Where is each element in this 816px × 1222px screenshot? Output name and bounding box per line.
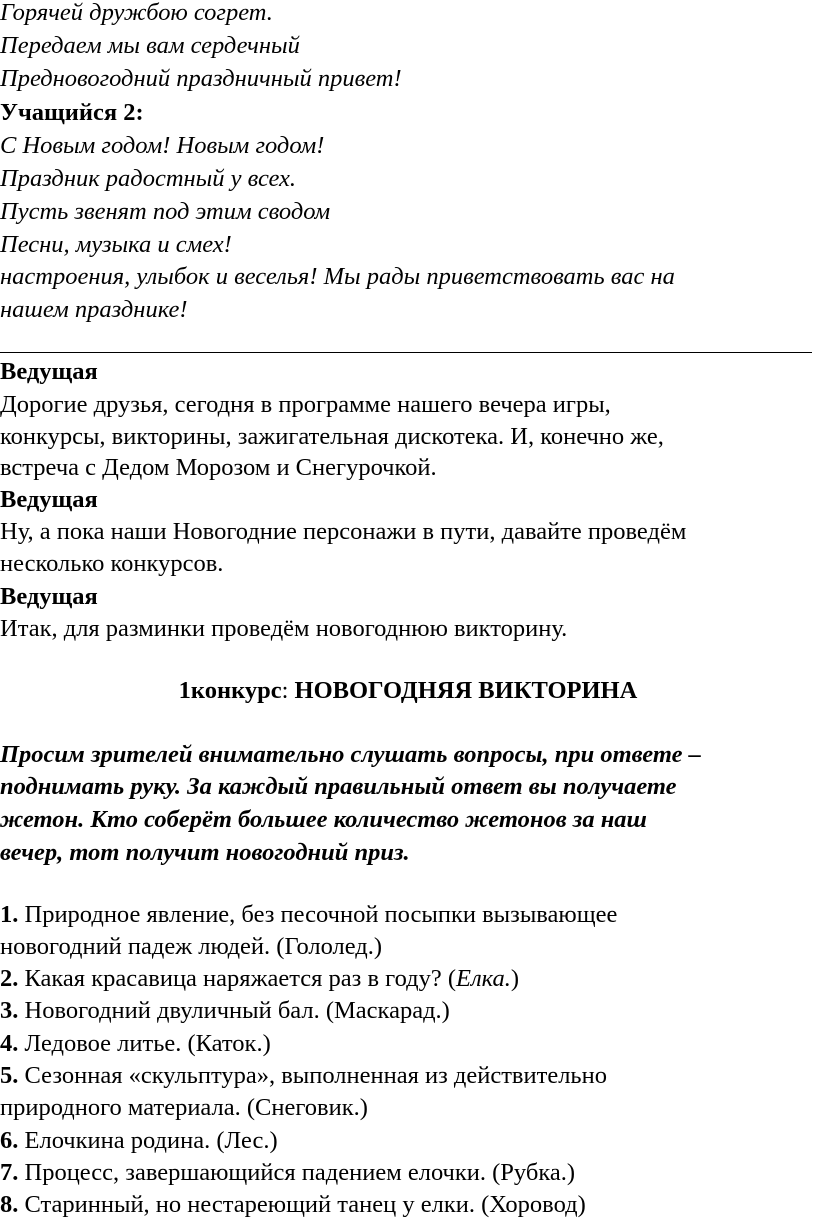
question-number: 4.	[0, 1030, 19, 1057]
question-number: 8.	[0, 1191, 19, 1218]
question-close: )	[510, 965, 520, 992]
instruction-line: вечер, тот получит новогодний приз.	[0, 839, 410, 866]
poem-line: Передаем мы вам сердечный	[0, 32, 300, 59]
host-line: несколько конкурсов.	[0, 550, 224, 577]
question-answer: Елка.	[456, 965, 511, 992]
question-text: Новогодний двуличный бал. (Маскарад.)	[18, 997, 450, 1024]
speaker-label: Ведущая	[0, 583, 98, 610]
question-item	[0, 1060, 607, 1093]
question-number: 7.	[0, 1159, 19, 1186]
question-item	[0, 1125, 278, 1158]
contest-title: НОВОГОДНЯЯ ВИКТОРИНА	[294, 677, 638, 704]
question-item	[0, 1189, 586, 1222]
host-line: Ну, а пока наши Новогодние персонажи в пути, давайте проведём	[0, 518, 687, 545]
question-item	[0, 1157, 575, 1190]
instruction-line: Просим зрителей внимательно слушать вопросы, при ответе –	[0, 741, 701, 768]
question-number: 1.	[0, 901, 19, 928]
question-number: 2.	[0, 965, 19, 992]
question-text: Старинный, но нестареющий танец у елки. (Хоровод)	[18, 1191, 586, 1218]
contest-heading	[0, 675, 816, 708]
poem-line: Горячей дружбою согрет.	[0, 0, 273, 26]
question-continuation: новогодний падеж людей. (Гололед.)	[0, 933, 383, 960]
question-text: Ледовое литье. (Каток.)	[18, 1030, 271, 1057]
question-text: Елочкина родина. (Лес.)	[18, 1127, 278, 1154]
speaker-label: Ведущая	[0, 358, 98, 385]
poem-line: нашем празднике!	[0, 296, 188, 323]
host-line: Дорогие друзья, сегодня в программе нашего вечера игры,	[0, 391, 611, 418]
poem-line: Пусть звенят под этим сводом	[0, 198, 331, 225]
host-line: конкурсы, викторины, зажигательная дискотека. И, конечно же,	[0, 423, 664, 450]
question-text: Сезонная «скульптура», выполненная из действительно	[18, 1062, 607, 1089]
contest-number: 1конкурс	[178, 677, 282, 704]
question-item	[0, 995, 450, 1028]
question-item	[0, 963, 519, 996]
instruction-line: поднимать руку. За каждый правильный ответ вы получаете	[0, 773, 677, 800]
host-line: встреча с Дедом Морозом и Снегурочкой.	[0, 454, 437, 481]
horizontal-divider	[0, 352, 812, 353]
question-continuation: природного материала. (Снеговик.)	[0, 1094, 368, 1121]
poem-line: С Новым годом! Новым годом!	[0, 132, 325, 159]
question-text: Процесс, завершающийся падением елочки. (Рубка.)	[18, 1159, 576, 1186]
question-item	[0, 1028, 271, 1061]
question-number: 6.	[0, 1127, 19, 1154]
contest-colon: :	[281, 677, 295, 704]
host-line: Итак, для разминки проведём новогоднюю викторину.	[0, 615, 568, 642]
question-text: Природное явление, без песочной посыпки вызывающее	[18, 901, 618, 928]
question-item	[0, 899, 617, 932]
poem-line: настроения, улыбок и веселья! Мы рады приветствовать вас на	[0, 263, 675, 290]
poem-line: Предновогодний праздничный привет!	[0, 65, 402, 92]
poem-line: Песни, музыка и смех!	[0, 231, 232, 258]
question-number: 3.	[0, 997, 19, 1024]
speaker-label: Ведущая	[0, 486, 98, 513]
question-text: Какая красавица наряжается раз в году? (	[18, 965, 456, 992]
poem-line: Праздник радостный у всех.	[0, 165, 297, 192]
speaker-label: Учащийся 2:	[0, 99, 144, 126]
instruction-line: жетон. Кто соберёт большее количество жетонов за наш	[0, 806, 647, 833]
question-number: 5.	[0, 1062, 19, 1089]
